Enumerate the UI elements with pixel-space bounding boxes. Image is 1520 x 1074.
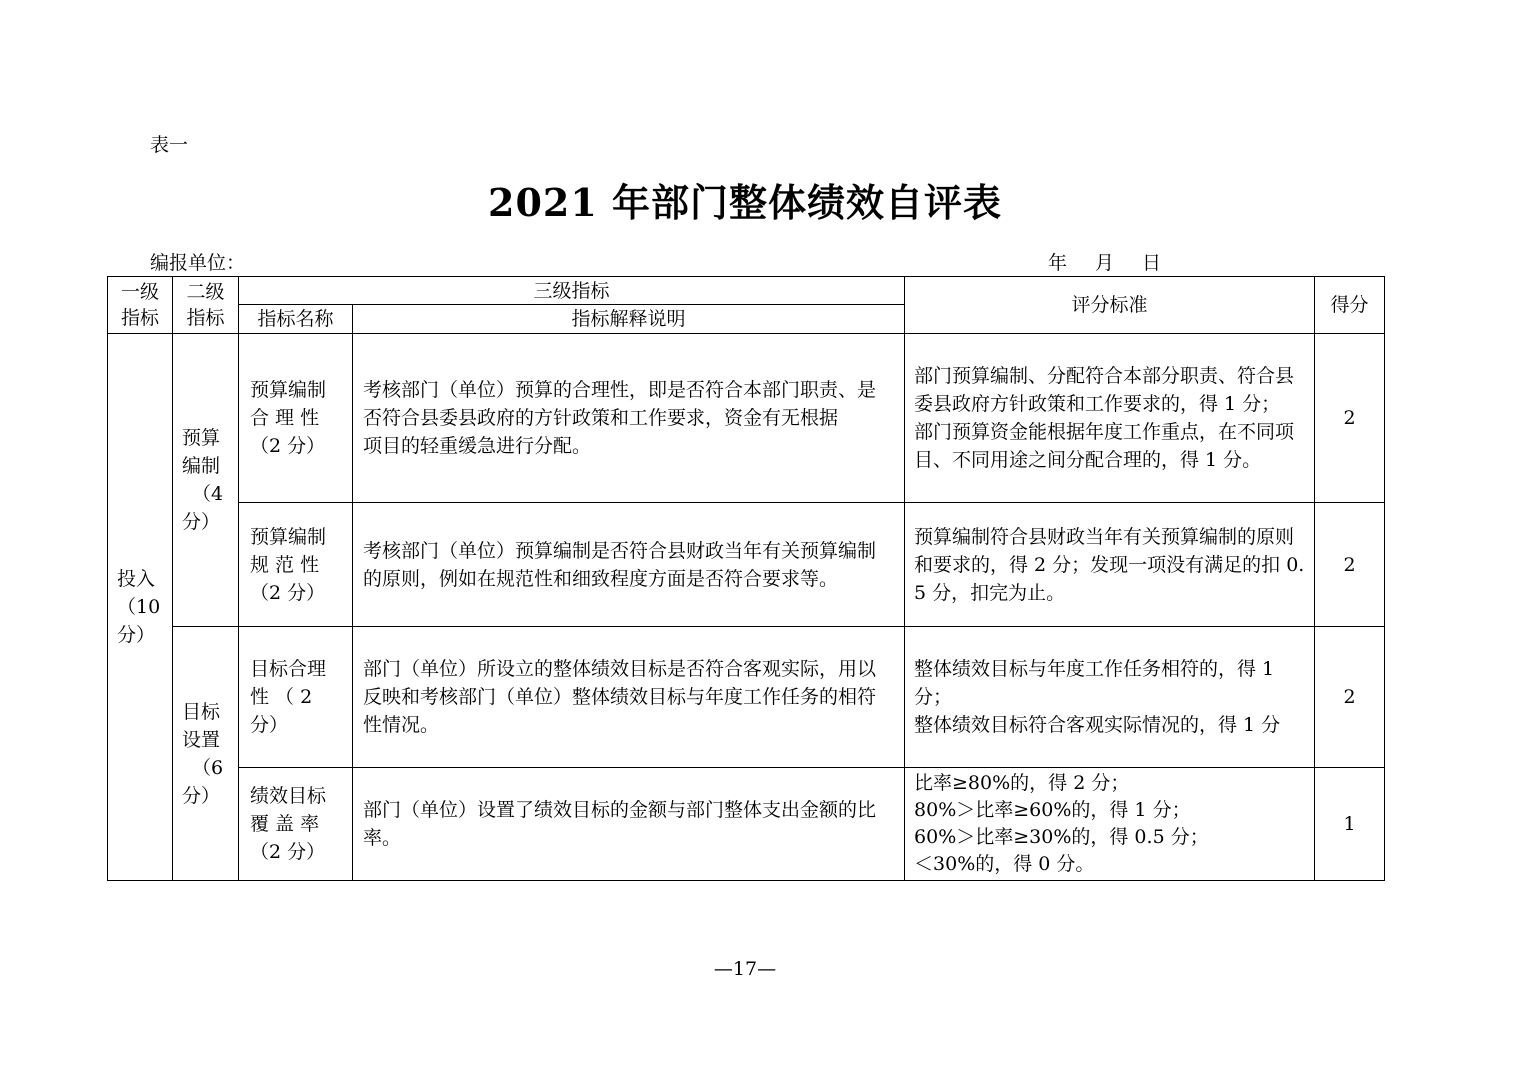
level2-line: 分） bbox=[182, 784, 221, 807]
level2-line: 目标 bbox=[182, 700, 221, 723]
score-cell: 1 bbox=[1315, 768, 1385, 881]
scoring-standard-text: 整体绩效目标符合客观实际情况的，得 1 分 bbox=[914, 714, 1281, 736]
scoring-standard-text: 80%＞比率≥60%的，得 1 分； bbox=[914, 799, 1191, 821]
indicator-name-line: 性 （ 2 bbox=[250, 686, 313, 708]
indicator-desc-cell bbox=[353, 503, 905, 627]
date-day-label: 日 bbox=[1142, 252, 1162, 274]
page-number: —17— bbox=[713, 958, 777, 980]
table-label: 表一 bbox=[150, 134, 189, 156]
indicator-name-cell bbox=[239, 334, 353, 503]
evaluation-table bbox=[107, 276, 1385, 881]
indicator-name-line: 绩效目标 bbox=[250, 785, 327, 807]
level2-line: 编制 bbox=[182, 455, 221, 477]
scoring-standard-cell bbox=[905, 768, 1315, 881]
indicator-name-line: 覆 盖 率 bbox=[250, 813, 320, 835]
level2-line: 分） bbox=[182, 511, 221, 533]
scoring-standard-text: ＜30%的，得 0 分。 bbox=[914, 853, 1095, 875]
scoring-standard-text: 部门预算资金能根据年度工作重点，在不同项目、不同用途之间分配合理的，得 1 分。 bbox=[914, 421, 1295, 471]
indicator-desc-cell bbox=[353, 334, 905, 503]
header-level2-line: 指标 bbox=[186, 307, 225, 329]
level2-line: 预算 bbox=[182, 427, 221, 449]
score-cell: 2 bbox=[1315, 503, 1385, 627]
scoring-standard-cell bbox=[905, 503, 1315, 627]
header-level2 bbox=[173, 277, 239, 334]
indicator-name-line: （2 分） bbox=[250, 841, 326, 863]
header-level2-line: 二级 bbox=[186, 281, 225, 303]
header-standard: 评分标准 bbox=[905, 277, 1315, 334]
scoring-standard-text: 整体绩效目标与年度工作任务相符的，得 1 分； bbox=[914, 658, 1275, 708]
indicator-desc-text: 考核部门（单位）预算的合理性，即是否符合本部门职责、是否符合县委县政府的方针政策和工作要求，资金有无根据 bbox=[363, 379, 877, 429]
score-cell: 2 bbox=[1315, 627, 1385, 768]
indicator-desc-text: 考核部门（单位）预算编制是否符合县财政当年有关预算编制的原则，例如在规范性和细致程度方面是否符合要求等。 bbox=[363, 539, 877, 590]
indicator-name-line: （2 分） bbox=[250, 435, 326, 457]
table-row bbox=[108, 768, 1385, 881]
indicator-name-line: 预算编制 bbox=[250, 525, 327, 548]
table-row bbox=[108, 334, 1385, 503]
header-indicator-desc: 指标解释说明 bbox=[353, 305, 905, 334]
indicator-name-line: 预算编制 bbox=[250, 379, 327, 401]
indicator-desc-text: 项目的轻重缓急进行分配。 bbox=[363, 435, 592, 457]
level2-cell bbox=[173, 334, 239, 627]
level2-cell bbox=[173, 627, 239, 881]
level1-cell bbox=[108, 334, 173, 881]
scoring-standard-text: 部门预算编制、分配符合本部分职责、符合县委县政府方针政策和工作要求的，得 1 分； bbox=[914, 365, 1295, 415]
scoring-standard-text: 预算编制符合县财政当年有关预算编制的原则和要求的，得 2 分；发现一项没有满足的扣 0.5 分，扣完为止。 bbox=[914, 525, 1305, 604]
score-cell: 2 bbox=[1315, 334, 1385, 503]
scoring-standard-text: 60%＞比率≥30%的，得 0.5 分； bbox=[914, 826, 1209, 848]
level1-line: 分） bbox=[117, 624, 156, 646]
indicator-name-cell bbox=[239, 768, 353, 881]
indicator-name-line: （2 分） bbox=[250, 581, 326, 604]
indicator-name-line: 分） bbox=[250, 714, 289, 736]
indicator-name-cell bbox=[239, 503, 353, 627]
header-level1-line: 一级 bbox=[120, 281, 159, 303]
indicator-desc-text: 部门（单位）所设立的整体绩效目标是否符合客观实际，用以反映和考核部门（单位）整体绩效目标与年度工作任务的相符性情况。 bbox=[363, 658, 877, 736]
indicator-name-line: 规 范 性 bbox=[250, 553, 320, 576]
reporting-unit-label: 编报单位： bbox=[150, 252, 246, 274]
header-level1-line: 指标 bbox=[120, 307, 159, 329]
indicator-desc-cell bbox=[353, 768, 905, 881]
scoring-standard-text: 比率≥80%的，得 2 分； bbox=[914, 772, 1130, 794]
scoring-standard-cell bbox=[905, 627, 1315, 768]
level1-line: 投入 bbox=[117, 568, 156, 590]
table-row bbox=[108, 627, 1385, 768]
date-year-label: 年 bbox=[1048, 252, 1068, 274]
date-line bbox=[1048, 248, 1161, 275]
indicator-desc-cell bbox=[353, 627, 905, 768]
indicator-name-cell bbox=[239, 627, 353, 768]
indicator-name-line: 合 理 性 bbox=[250, 407, 320, 429]
table-row bbox=[108, 503, 1385, 627]
document-title: 2021 年部门整体绩效自评表 bbox=[488, 180, 1002, 225]
evaluation-table-container bbox=[107, 276, 1385, 881]
level2-line: （4 bbox=[192, 483, 224, 505]
date-month-label: 月 bbox=[1095, 252, 1115, 274]
indicator-desc-text: 部门（单位）设置了绩效目标的金额与部门整体支出金额的比率。 bbox=[363, 799, 877, 849]
scoring-standard-cell bbox=[905, 334, 1315, 503]
header-level1 bbox=[108, 277, 173, 334]
header-level3: 三级指标 bbox=[239, 277, 905, 305]
level2-line: （6 bbox=[192, 756, 224, 779]
header-indicator-name: 指标名称 bbox=[239, 305, 353, 334]
header-score: 得分 bbox=[1315, 277, 1385, 334]
level1-line: （10 bbox=[117, 596, 161, 618]
table-header-row-1 bbox=[108, 277, 1385, 305]
indicator-name-line: 目标合理 bbox=[250, 658, 327, 680]
level2-line: 设置 bbox=[182, 728, 221, 751]
